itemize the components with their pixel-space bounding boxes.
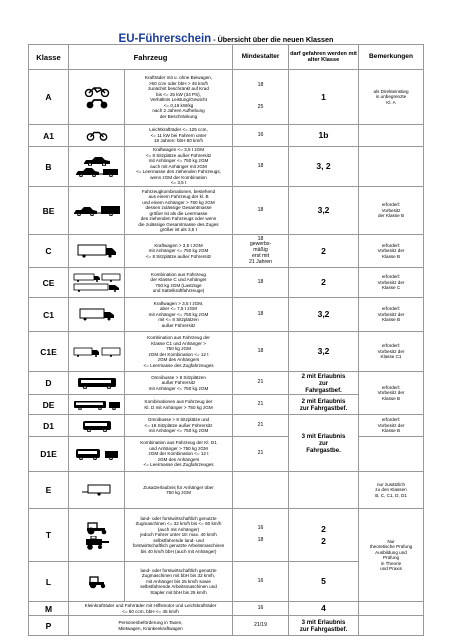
vehicle-icons-BE (69, 187, 125, 235)
vehicle-icons-D1 (69, 415, 125, 437)
bem-C1E: erforderl: Vorbesitz der Klasse C1 (359, 332, 424, 372)
desc-CE: Kombination aus Fahrzeug der Klasse C und Anhänger 750 kg zGM (Lastzüge und Sattelkraftfahrzeuge) (125, 268, 233, 298)
alt-E (289, 472, 359, 509)
vehicle-icons-DE (69, 395, 125, 415)
minibus-icon (82, 420, 112, 432)
small-tractor-icon (86, 575, 108, 589)
row-C1 (29, 298, 424, 332)
row-D1E (29, 437, 424, 472)
klasse-BE: BE (29, 187, 69, 235)
klasse-CE: CE (29, 268, 69, 298)
desc-P: Personenbeförderung in Taxen, Mietwagen, Krankenkraftwagen (69, 616, 233, 636)
klasse-T: T (29, 509, 69, 562)
bem-D: erforderl: Vorbesitz der Klasse B (359, 372, 424, 415)
klasse-C1E: C1E (29, 332, 69, 372)
klasse-D: D (29, 372, 69, 395)
truck-trailer-icon (73, 273, 121, 282)
alt-B: 3, 2 (289, 147, 359, 187)
bem-E: nur zusätzlich zu den Klassen B, C, C1, D, D1 (359, 472, 424, 509)
bem-T-L: Nur theoretische Prüfung Ausbildung und Prüfung in Theorie und Praxis (359, 509, 424, 602)
truck-icon (77, 244, 117, 258)
trailer-icon (82, 484, 112, 496)
alt-D: 2 mit Erlaubnis zur Fahrgastbef. (289, 372, 359, 395)
desc-C1E: Kombination aus Fahrzeug der Klasse C1 und Anhänger > 750 kg zGM zGM der Kombination <= 12 t zGM des Anhängers <= Leermasse des Zugfahrzeuges (125, 332, 233, 372)
car-with-trailer-icon (75, 167, 119, 177)
row-B (29, 147, 424, 187)
vehicle-icons-D1E (69, 437, 125, 472)
age-A: 18 25 (233, 70, 289, 125)
bem-M (359, 602, 424, 616)
bem-P (359, 616, 424, 636)
desc-DE: Kombinationen aus Fahrzeug der Kl. D mit Anhänger > 750 kg zGM (125, 395, 233, 415)
semi-truck-icon (73, 283, 121, 292)
alt-C1: 3,2 (289, 298, 359, 332)
vehicle-icons-CE (69, 268, 125, 298)
alt-L: 5 (289, 562, 359, 602)
bem-C1: erforderl: Vorbesitz der Klasse B (359, 298, 424, 332)
age-CE: 18 (233, 268, 289, 298)
desc-D1: Omnibusse > 8 Sitzplätze und <= 16 Sitzplätze außer Führersitz mit Anhänger <= 750 kg zGM (125, 415, 233, 437)
age-P: 21/19 (233, 616, 289, 636)
alt-M: 4 (289, 602, 359, 616)
klasse-C1: C1 (29, 298, 69, 332)
sidecar-motorcycle-icon (85, 98, 109, 109)
age-D1E: 21 (233, 437, 289, 472)
age-B: 18 (233, 147, 289, 187)
age-BE: 18 (233, 187, 289, 235)
row-C1E (29, 332, 424, 372)
light-motorcycle-icon (86, 130, 108, 141)
klasse-C: C (29, 235, 69, 268)
age-DE: 21 (233, 395, 289, 415)
age-C: 18 gewerbs- mäßig erst mit 21 Jahren (233, 235, 289, 268)
alt-T: 2 2 (289, 509, 359, 562)
alt-A: 1 (289, 70, 359, 125)
bem-D1: erforderl: Vorbesitz der Klasse B (359, 415, 424, 437)
desc-C1: Kraftwagen > 3,5 t zGM, aber <= 7,5 t zGM mit Anhänger <= 750 kg zGM mit <= 8 Sitzplätzen außer Führersitz (125, 298, 233, 332)
age-C1E: 18 (233, 332, 289, 372)
bem-A1 (359, 125, 424, 147)
header-alte-klasse: darf gefahren werden mit alter Klasse (289, 45, 359, 70)
row-A1 (29, 125, 424, 147)
row-CE (29, 268, 424, 298)
car-with-large-trailer-icon (73, 205, 121, 216)
car-icon (82, 156, 112, 166)
klasse-D1E: D1E (29, 437, 69, 472)
row-BE (29, 187, 424, 235)
row-T (29, 509, 424, 562)
vehicle-icons-E (69, 472, 125, 509)
bem-BE: erforderl: Vorbesitz der Klasse B (359, 187, 424, 235)
desc-T: land- oder forstwirtschaftlich genutzte Zugmaschinen <= 32 km/h bis <= 60 km/h (auch mit Anhänger) jedoch Fahrer unter 18: max. 40 km/h selbstfahrende land- und forstwirtschaftlich genutzte Arbeitsmaschinen bis 40 km/h bbH (auch mit Anhänger) (125, 509, 233, 562)
klasse-E: E (29, 472, 69, 509)
age-E (233, 472, 289, 509)
title-sub: - Übersicht über die neuen Klassen (211, 35, 334, 44)
header-row (29, 45, 424, 70)
age-M: 16 (233, 602, 289, 616)
vehicle-icons-D (69, 372, 125, 395)
alt-DE: 2 mit Erlaubnis zur Fahrgastbef. (289, 395, 359, 415)
klasse-A1: A1 (29, 125, 69, 147)
row-M (29, 602, 424, 616)
age-D1: 21 (233, 415, 289, 437)
row-E (29, 472, 424, 509)
vehicle-icons-L (69, 562, 125, 602)
bem-B (359, 147, 424, 187)
age-A1: 16 (233, 125, 289, 147)
row-C (29, 235, 424, 268)
light-truck-trailer-icon (73, 347, 121, 357)
header-mindestalter: Mindestalter (233, 45, 289, 70)
vehicle-icons-C (69, 235, 125, 268)
vehicle-icons-B (69, 147, 125, 187)
vehicle-icons-C1E (69, 332, 125, 372)
desc-C: Kraftwagen > 3,5 t zGM mit Anhänger <= 750 kg zGM <= 8 Sitzplätze außer Führersitz (125, 235, 233, 268)
age-L: 16 (233, 562, 289, 602)
desc-D1E: Kombination aus Fahrzeug der Kl. D1 und Anhänger > 750 kg zGM zGM der Kombination <= 12 t zGM des Anhängers <= Leermasse des Zugfahrzeuges (125, 437, 233, 472)
desc-A1: Leichtkrafträder <= 125 ccm, <= 11 kW bei Fahrern unter 18 Jahren: bbH 80 km/h (125, 125, 233, 147)
header-klasse: Klasse (29, 45, 69, 70)
bus-trailer-icon (73, 400, 121, 410)
klasse-P: P (29, 616, 69, 636)
header-bemerkungen: Bemerkungen (359, 45, 424, 70)
desc-L: land- oder forstwirtschaftlich genutzte Zugmaschinen mit bbH bis 32 km/h, mit Anhänger bis 25 km/h sowie selbstfahrende Arbeitsmaschinen und Stapler mit bbH bis 25 km/h (125, 562, 233, 602)
age-D: 21 (233, 372, 289, 395)
alt-P: 3 mit Erlaubnis zur Fahrgastbef. (289, 616, 359, 636)
age-T: 16 18 (233, 509, 289, 562)
desc-D: Omnibusse > 8 Sitzplätzen außer Führersitz mit Anhänger <= 750 kg zGM (125, 372, 233, 395)
row-D1 (29, 415, 424, 437)
alt-CE: 2 (289, 268, 359, 298)
motorcycle-icon (84, 85, 110, 97)
vehicle-icons-C1 (69, 298, 125, 332)
desc-BE: Fahrzeugkombinationen, bestehend aus einem Fahrzeug der kl. B und einem Anhänger > 750 kg zGM dessen zulässige Gesamtmasse größer ist als die Leermasse des ziehenden Fahrzeugs oder wenn die zulässige Gesamtmasse des Zuges größer ist als 3,5 t (125, 187, 233, 235)
row-D (29, 372, 424, 395)
klasse-D1: D1 (29, 415, 69, 437)
alt-C: 2 (289, 235, 359, 268)
row-P (29, 616, 424, 636)
bem-CE: erforderl: Vorbesitz der Klasse C (359, 268, 424, 298)
minibus-trailer-icon (75, 448, 119, 460)
desc-E: Zusatzerlaubnis für Anhänger über 750 kg zGM (125, 472, 233, 509)
alt-D1-D1E: 3 mit Erlaubnis zur Fahrgastbe. (289, 415, 359, 472)
alt-A1: 1b (289, 125, 359, 147)
alt-BE: 3,2 (289, 187, 359, 235)
bus-icon (77, 377, 117, 389)
license-classes-table (28, 44, 424, 636)
klasse-B: B (29, 147, 69, 187)
vehicle-icons-A (69, 70, 125, 125)
bem-A: als Direkteinstieg in unbegrenzte Kl. A (359, 70, 424, 125)
bem-C: erforderl: Vorbesitz der Klasse B (359, 235, 424, 268)
klasse-M: M (29, 602, 69, 616)
header-fahrzeug: Fahrzeug (69, 45, 233, 70)
desc-B: Kraftwagen <= 3,5 t zGM <= 8 Sitzplätze außer Führersitz mit Anhänger <= 750 kg zGM auch mit Anhänger mit zGM <= Leermasse des ziehenden Fahrzeugs, wenn zGM der Kombination <= 3,5 t (125, 147, 233, 187)
row-A (29, 70, 424, 125)
age-C1: 18 (233, 298, 289, 332)
bem-D1E (359, 437, 424, 472)
klasse-DE: DE (29, 395, 69, 415)
tractor-icon (84, 521, 110, 535)
light-truck-icon (79, 308, 115, 321)
alt-C1E: 3,2 (289, 332, 359, 372)
vehicle-icons-A1 (69, 125, 125, 147)
title-main: EU-Führerschein (118, 33, 212, 45)
combine-harvester-icon (84, 536, 110, 550)
desc-M: Kleinkrafträder und Fahrräder mit Hilfsmotor und Leichtkrafträder <= 50 ccm, bbH <= 45 km/h (69, 602, 233, 616)
klasse-A: A (29, 70, 69, 125)
klasse-L: L (29, 562, 69, 602)
desc-A: Krafträder mit u. ohne Beiwagen, >50 ccm oder bbH > 45 km/h zunächst beschränkt auf Krad bis <= 25 kW (34 PS), Verhältnis Leistung/Gewicht <= 0,16 kW/kg nach 2 Jahren Aufhebung der Beschränkung (125, 70, 233, 125)
vehicle-icons-T (69, 509, 125, 562)
